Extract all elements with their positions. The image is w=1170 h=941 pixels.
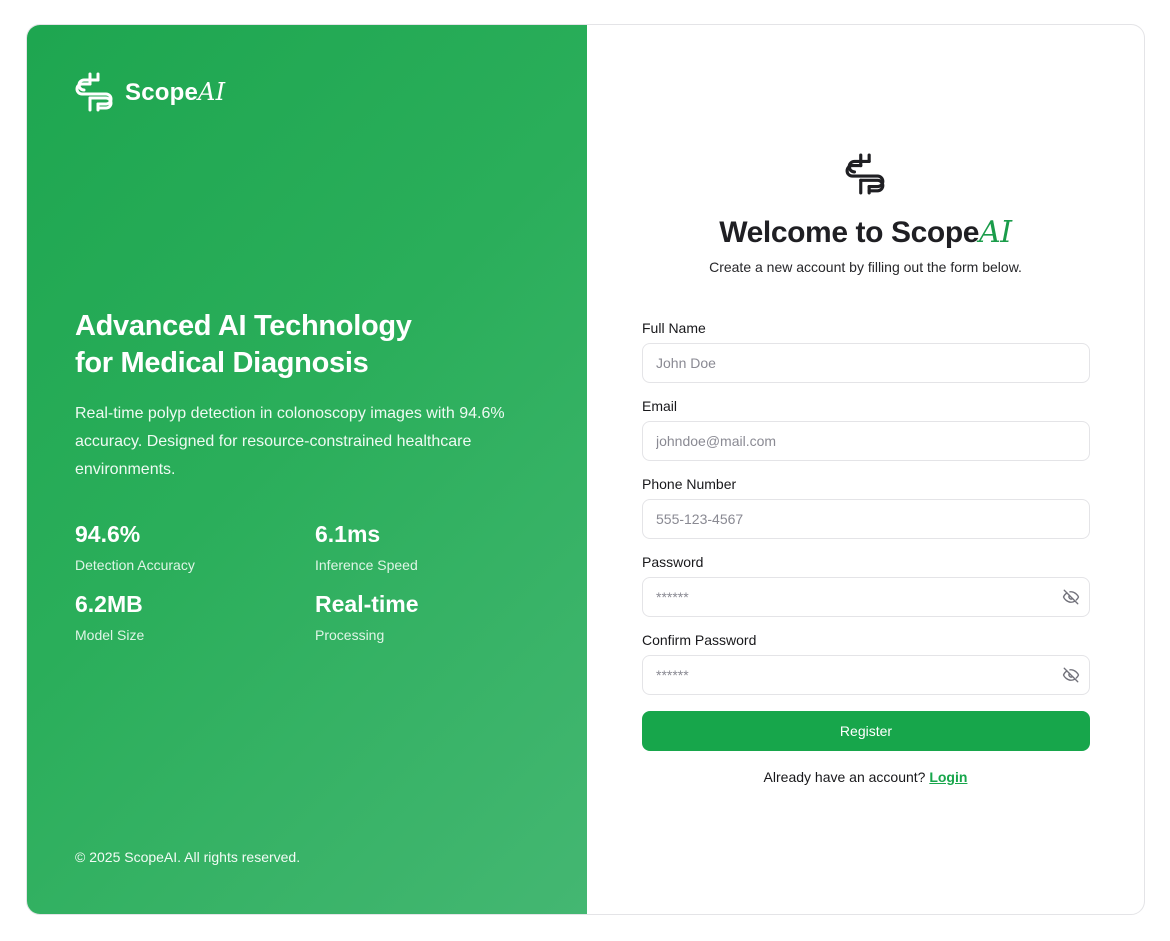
stat-item	[315, 589, 535, 643]
email-label: Email	[642, 398, 678, 414]
brand-name-suffix: AI	[198, 77, 226, 106]
password-input[interactable]	[643, 578, 1089, 616]
welcome-subtitle: Create a new account by filling out the form below.	[709, 259, 1022, 275]
brand-name-prefix: Scope	[125, 78, 199, 106]
login-prompt: Already have an account?	[763, 769, 926, 785]
password-label: Password	[642, 554, 704, 570]
full-name-field	[642, 320, 1090, 398]
stats-grid	[75, 519, 535, 643]
hero-title-line1: Advanced AI Technology	[75, 310, 412, 342]
copyright: © 2025 ScopeAI. All rights reserved.	[75, 849, 301, 865]
confirm-password-input-wrap	[642, 655, 1090, 695]
full-name-label: Full Name	[642, 320, 706, 336]
hero-title-line2: for Medical Diagnosis	[75, 347, 369, 379]
email-field	[642, 398, 1090, 476]
phone-label: Phone Number	[642, 476, 737, 492]
password-input-wrap	[642, 577, 1090, 617]
scope-logo-icon	[75, 72, 115, 112]
password-field	[642, 554, 1090, 632]
stat-value: 94.6%	[75, 521, 141, 547]
stat-label: Detection Accuracy	[75, 557, 195, 573]
stat-value: Real-time	[315, 591, 419, 617]
brand	[75, 72, 225, 112]
welcome-title	[587, 215, 1144, 250]
register-button[interactable]: Register	[642, 711, 1090, 751]
login-link[interactable]: Login	[929, 769, 968, 785]
register-panel	[587, 25, 1144, 914]
stat-item	[75, 519, 315, 573]
welcome-title-prefix: Welcome to Scope	[719, 216, 980, 249]
auth-card	[26, 24, 1145, 915]
promo-panel	[27, 25, 587, 914]
scope-logo-icon	[845, 153, 887, 195]
stat-item	[315, 519, 535, 573]
brand-name	[125, 78, 225, 107]
phone-input[interactable]	[643, 500, 1089, 538]
stat-item	[75, 589, 315, 643]
eye-off-icon[interactable]	[1062, 666, 1080, 684]
phone-field	[642, 476, 1090, 554]
full-name-input[interactable]	[643, 344, 1089, 382]
hero-description: Real-time polyp detection in colonoscopy images with 94.6% accuracy. Designed for resource-constrained healthcare environments.	[75, 405, 505, 478]
welcome-title-suffix: AI	[979, 215, 1012, 250]
hero-title	[75, 308, 545, 382]
stat-value: 6.2MB	[75, 591, 143, 617]
eye-off-icon[interactable]	[1062, 588, 1080, 606]
phone-input-wrap	[642, 499, 1090, 539]
email-input-wrap	[642, 421, 1090, 461]
stat-label: Processing	[315, 627, 385, 643]
confirm-password-field	[642, 632, 1090, 710]
email-input[interactable]	[643, 422, 1089, 460]
register-form	[642, 320, 1090, 710]
stat-label: Model Size	[75, 627, 145, 643]
confirm-password-input[interactable]	[643, 656, 1089, 694]
confirm-password-label: Confirm Password	[642, 632, 757, 648]
stat-label: Inference Speed	[315, 557, 418, 573]
full-name-input-wrap	[642, 343, 1090, 383]
hero	[75, 308, 545, 484]
stat-value: 6.1ms	[315, 521, 381, 547]
login-prompt-line	[587, 769, 1144, 785]
